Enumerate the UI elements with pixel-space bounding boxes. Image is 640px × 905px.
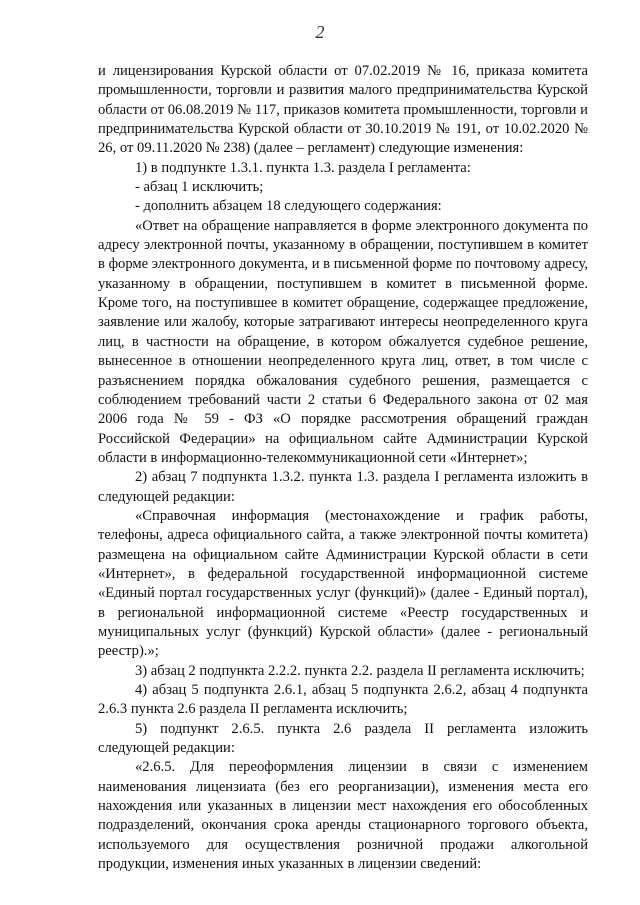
paragraph-item-1: 1) в подпункте 1.3.1. пункта 1.3. раздела I регламента: xyxy=(135,159,471,176)
paragraph-item-2: 2) абзац 7 подпункта 1.3.2. пункта 1.3. раздела I регламента изложить в следующей редакции: xyxy=(98,469,588,505)
paragraph-item-1-b: - дополнить абзацем 18 следующего содержания: xyxy=(135,198,442,215)
paragraph-quote-1: «Ответ на обращение направляется в форме электронного документа по адресу электронной почты, указанному в обращении, поступившем в комитет в форме электронного документа, и в письменной форме по почтовому адресу, указанному в обращении, поступившем в комитет в письменной форме. Кроме того, на поступившее в комитет обращение, содержащее предложение, заявление или жалобу, которые затрагивают интересы неопределенного круга лиц, в частности на обращение, в котором обжалуется судебное решение, вынесенное в отношении неопределенного круга лиц, ответ, в том числе с разъяснением порядка обжалования судебного решения, размещается с соблюдением требований части 2 статьи 6 Федерального закона от 02 мая 2006 года № 59 - ФЗ «О порядке рассмотрения обращений граждан Российской Федерации» на официальном сайте Администрации Курской области в информационно-телекоммуникационной сети «Интернет»; xyxy=(98,217,588,466)
page-number: 2 xyxy=(315,22,325,42)
document-body xyxy=(98,62,588,874)
paragraph-item-4: 4) абзац 5 подпункта 2.6.1, абзац 5 подпункта 2.6.2, абзац 4 подпункта 2.6.3 пункта 2.6 раздела II регламента исключить; xyxy=(98,682,588,718)
paragraph-intro: и лицензирования Курской области от 07.02.2019 № 16, приказа комитета промышленности, торговли и развития малого предпринимательства Курской области от 06.08.2019 № 117, приказов комитета промышленности, торговли и предпринимательства Курской области от 30.10.2019 № 191, от 10.02.2020 № 26, от 09.11.2020 № 238) (далее – регламент) следующие изменения: xyxy=(98,63,588,157)
paragraph-quote-2: «Справочная информация (местонахождение и график работы, телефоны, адреса официального сайта, а также электронной почты комитета) размещена на официальном сайте Администрации Курской области в сети «Интернет», в федеральной государственной информационной системе «Единый портал государственных услуг (функций)» (далее - Единый портал), в региональной информационной системе «Реестр государственных и муниципальных услуг (функций) Курской области» (далее - региональный реестр).»; xyxy=(98,507,588,660)
paragraph-item-5: 5) подпункт 2.6.5. пункта 2.6 раздела II регламента изложить следующей редакции: xyxy=(98,720,588,757)
paragraph-item-3: 3) абзац 2 подпункта 2.2.2. пункта 2.2. раздела II регламента исключить; xyxy=(135,662,585,679)
paragraph-quote-3: «2.6.5. Для переоформления лицензии в связи с изменением наименования лицензиата (без его реорганизации), изменения места его нахождения или указанных в лицензии мест нахождения его обособленных подразделений, окончания срока аренды стационарного торгового объекта, используемого для осуществления розничной продажи алкогольной продукции, изменения иных указанных в лицензии сведений: xyxy=(98,759,588,873)
paragraph-item-1-a: - абзац 1 исключить; xyxy=(135,179,264,196)
